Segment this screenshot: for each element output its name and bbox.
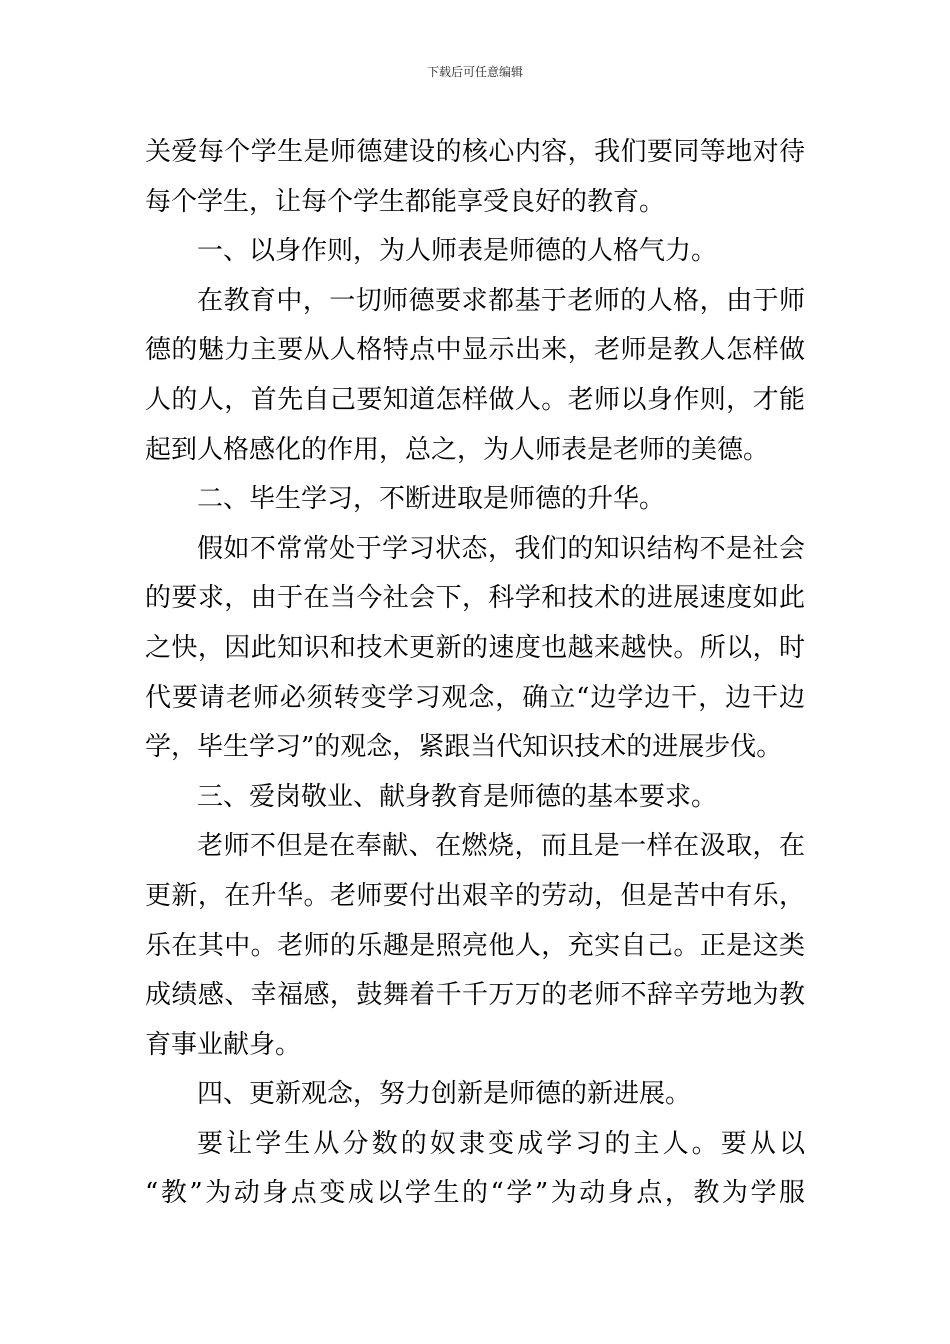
- text-line: 成绩感、幸福感，鼓舞着千千万万的老师不辞辛劳地为教: [145, 980, 805, 1011]
- text-line: 起到人格感化的作用，总之，为人师表是老师的美德。: [145, 434, 770, 465]
- text-line: 关爱每个学生是师德建设的核心内容，我们要同等地对待: [145, 137, 805, 167]
- text-line: 老师不但是在奉献、在燃烧，而且是一样在汲取，在: [197, 831, 805, 862]
- page-header: 下载后可任意编辑: [426, 65, 523, 79]
- text-line: 一、以身作则，为人师表是师德的人格气力。: [197, 236, 718, 267]
- text-line: 每个学生，让每个学生都能享受良好的教育。: [145, 186, 666, 217]
- text-line: 假如不常常处于学习状态，我们的知识结构不是社会: [197, 533, 805, 564]
- text-line: 德的魅力主要从人格特点中显示出来，老师是教人怎样做: [145, 335, 805, 366]
- text-line: 在教育中，一切师德要求都基于老师的人格，由于师: [197, 285, 805, 316]
- text-line: 代要请老师必须转变学习观念，确立“边学边干，边干边: [145, 682, 805, 713]
- text-line: 人的人，首先自己要知道怎样做人。老师以身作则，才能: [145, 384, 805, 415]
- text-line: 学，毕生学习”的观念，紧跟当代知识技术的进展步伐。: [145, 732, 783, 763]
- text-line: 乐在其中。老师的乐趣是照亮他人，充实自己。正是这类: [145, 930, 805, 961]
- text-line: 三、爱岗敬业、献身教育是师德的基本要求。: [197, 781, 718, 812]
- text-line: 的要求，由于在当今社会下，科学和技术的进展速度如此: [145, 583, 805, 614]
- text-line: 之快，因此知识和技术更新的速度也越来越快。所以，时: [145, 632, 805, 663]
- text-line: 要让学生从分数的奴隶变成学习的主人。要从以: [197, 1128, 805, 1159]
- text-line: 四、更新观念，努力创新是师德的新进展。: [197, 1079, 692, 1110]
- text-line: 更新，在升华。老师要付出艰辛的劳动，但是苦中有乐，: [145, 880, 805, 911]
- body-text: [145, 128, 805, 1219]
- text-line: 二、毕生学习，不断进取是师德的升华。: [197, 484, 666, 515]
- text-line: “教”为动身点变成以学生的“学”为动身点，教为学服: [145, 1178, 805, 1209]
- text-line: 育事业献身。: [145, 1029, 302, 1060]
